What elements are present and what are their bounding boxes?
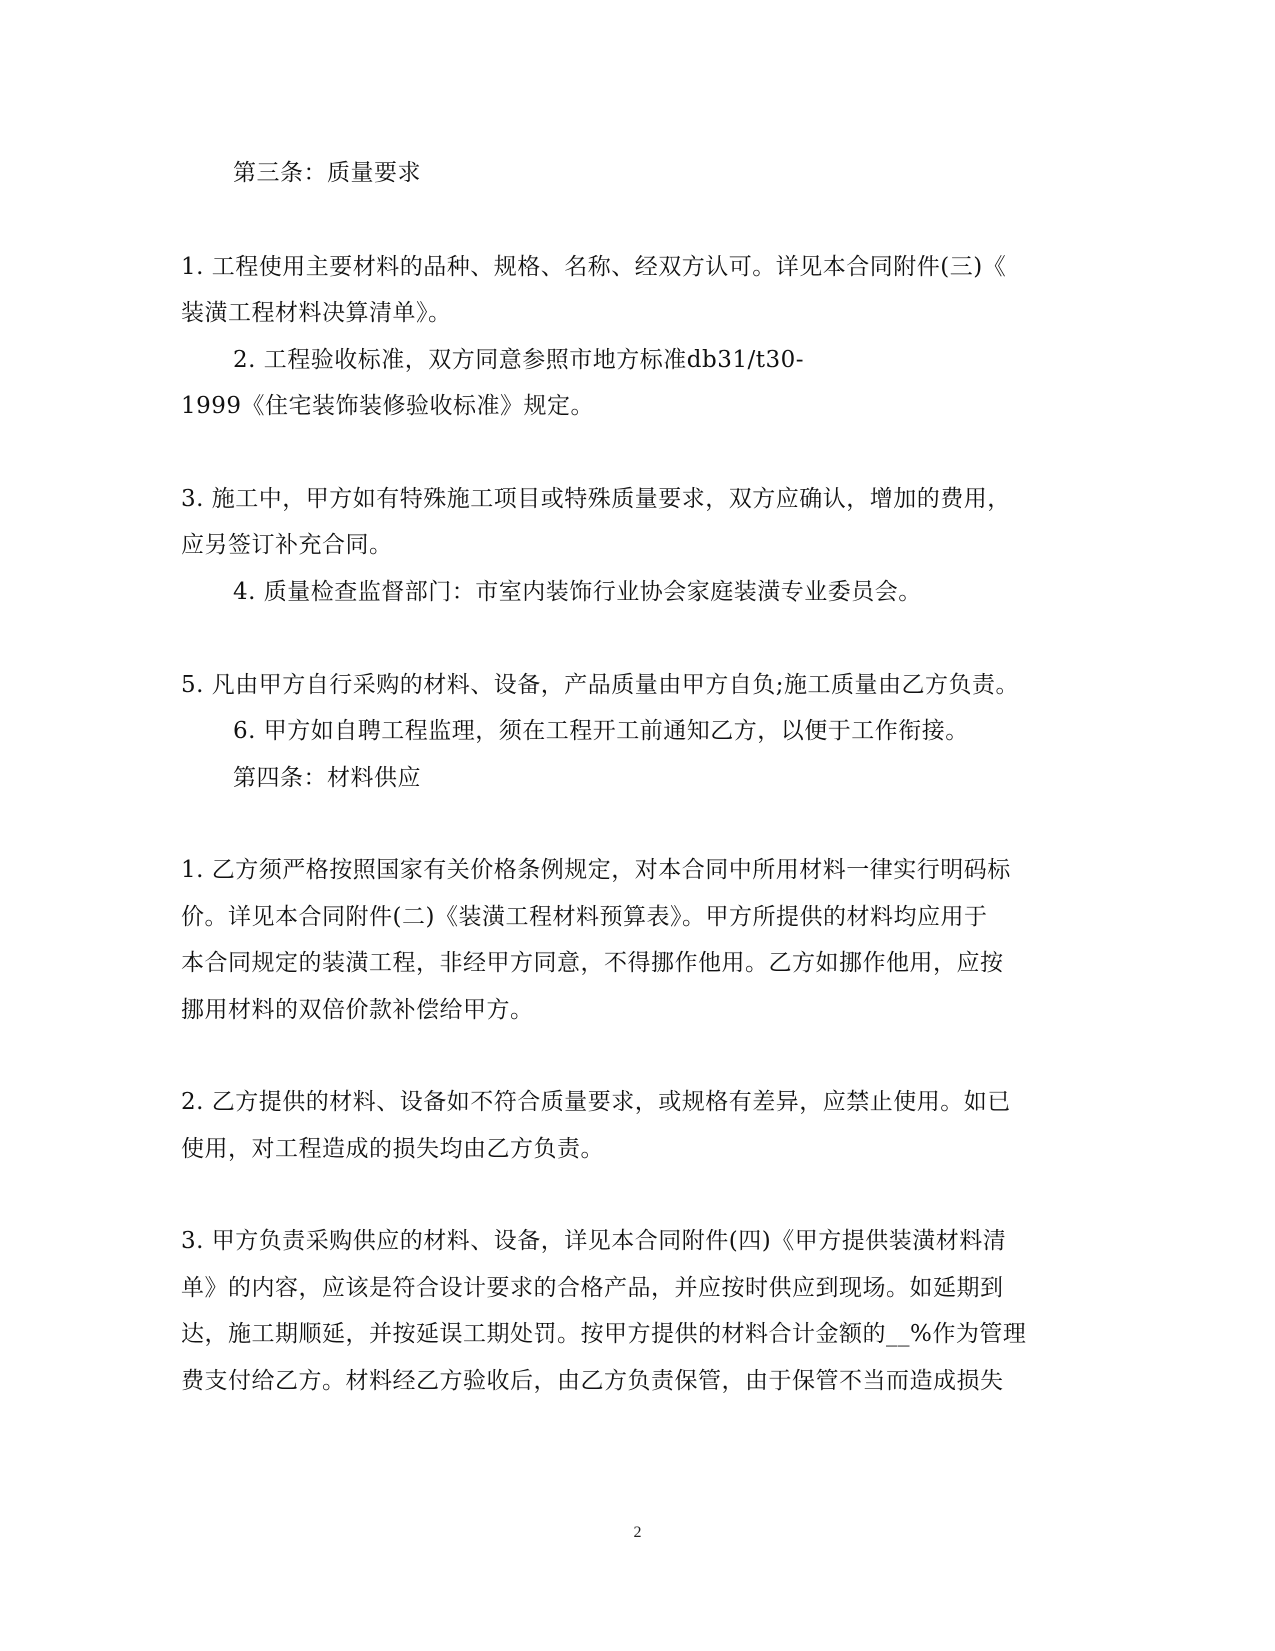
section-heading: 第三条：质量要求 bbox=[233, 160, 421, 186]
paragraph-line: 装潢工程材料决算清单》。 bbox=[181, 300, 452, 326]
paragraph-line: 应另签订补充合同。 bbox=[181, 532, 393, 558]
paragraph-line: 使用，对工程造成的损失均由乙方负责。 bbox=[181, 1136, 604, 1162]
paragraph-line: 达，施工期顺延，并按延误工期处罚。按甲方提供的材料合计金额的__%作为管理 bbox=[181, 1321, 1027, 1347]
paragraph-line: 4. 质量检查监督部门：市室内装饰行业协会家庭装潢专业委员会。 bbox=[233, 579, 922, 605]
paragraph-line: 挪用材料的双倍价款补偿给甲方。 bbox=[181, 997, 534, 1023]
paragraph-line: 费支付给乙方。材料经乙方验收后，由乙方负责保管，由于保管不当而造成损失 bbox=[181, 1368, 1004, 1394]
paragraph-line: 6. 甲方如自聘工程监理，须在工程开工前通知乙方，以便于工作衔接。 bbox=[233, 718, 969, 744]
paragraph-line: 2. 乙方提供的材料、设备如不符合质量要求，或规格有差异，应禁止使用。如已 bbox=[181, 1089, 1011, 1115]
paragraph-line: 1. 工程使用主要材料的品种、规格、名称、经双方认可。详见本合同附件(三)《 bbox=[181, 254, 1007, 280]
page-number: 2 bbox=[633, 1524, 642, 1541]
paragraph-line: 单》的内容，应该是符合设计要求的合格产品，并应按时供应到现场。如延期到 bbox=[181, 1275, 1004, 1301]
paragraph-line: 本合同规定的装潢工程，非经甲方同意，不得挪作他用。乙方如挪作他用，应按 bbox=[181, 950, 1004, 976]
paragraph-line: 3. 甲方负责采购供应的材料、设备，详见本合同附件(四)《甲方提供装潢材料清 bbox=[181, 1228, 1007, 1254]
paragraph-line: 2. 工程验收标准，双方同意参照市地方标准db31/t30- bbox=[233, 347, 804, 373]
paragraph-line: 1. 乙方须严格按照国家有关价格条例规定，对本合同中所用材料一律实行明码标 bbox=[181, 857, 1011, 883]
paragraph-line: 价。详见本合同附件(二)《装潢工程材料预算表》。甲方所提供的材料均应用于 bbox=[181, 904, 988, 930]
paragraph-line: 1999《住宅装饰装修验收标准》规定。 bbox=[181, 393, 595, 419]
paragraph-line: 3. 施工中，甲方如有特殊施工项目或特殊质量要求，双方应确认，增加的费用， bbox=[181, 486, 1011, 512]
section-heading: 第四条：材料供应 bbox=[233, 765, 421, 791]
paragraph-line: 5. 凡由甲方自行采购的材料、设备，产品质量由甲方自负;施工质量由乙方负责。 bbox=[181, 672, 1020, 698]
